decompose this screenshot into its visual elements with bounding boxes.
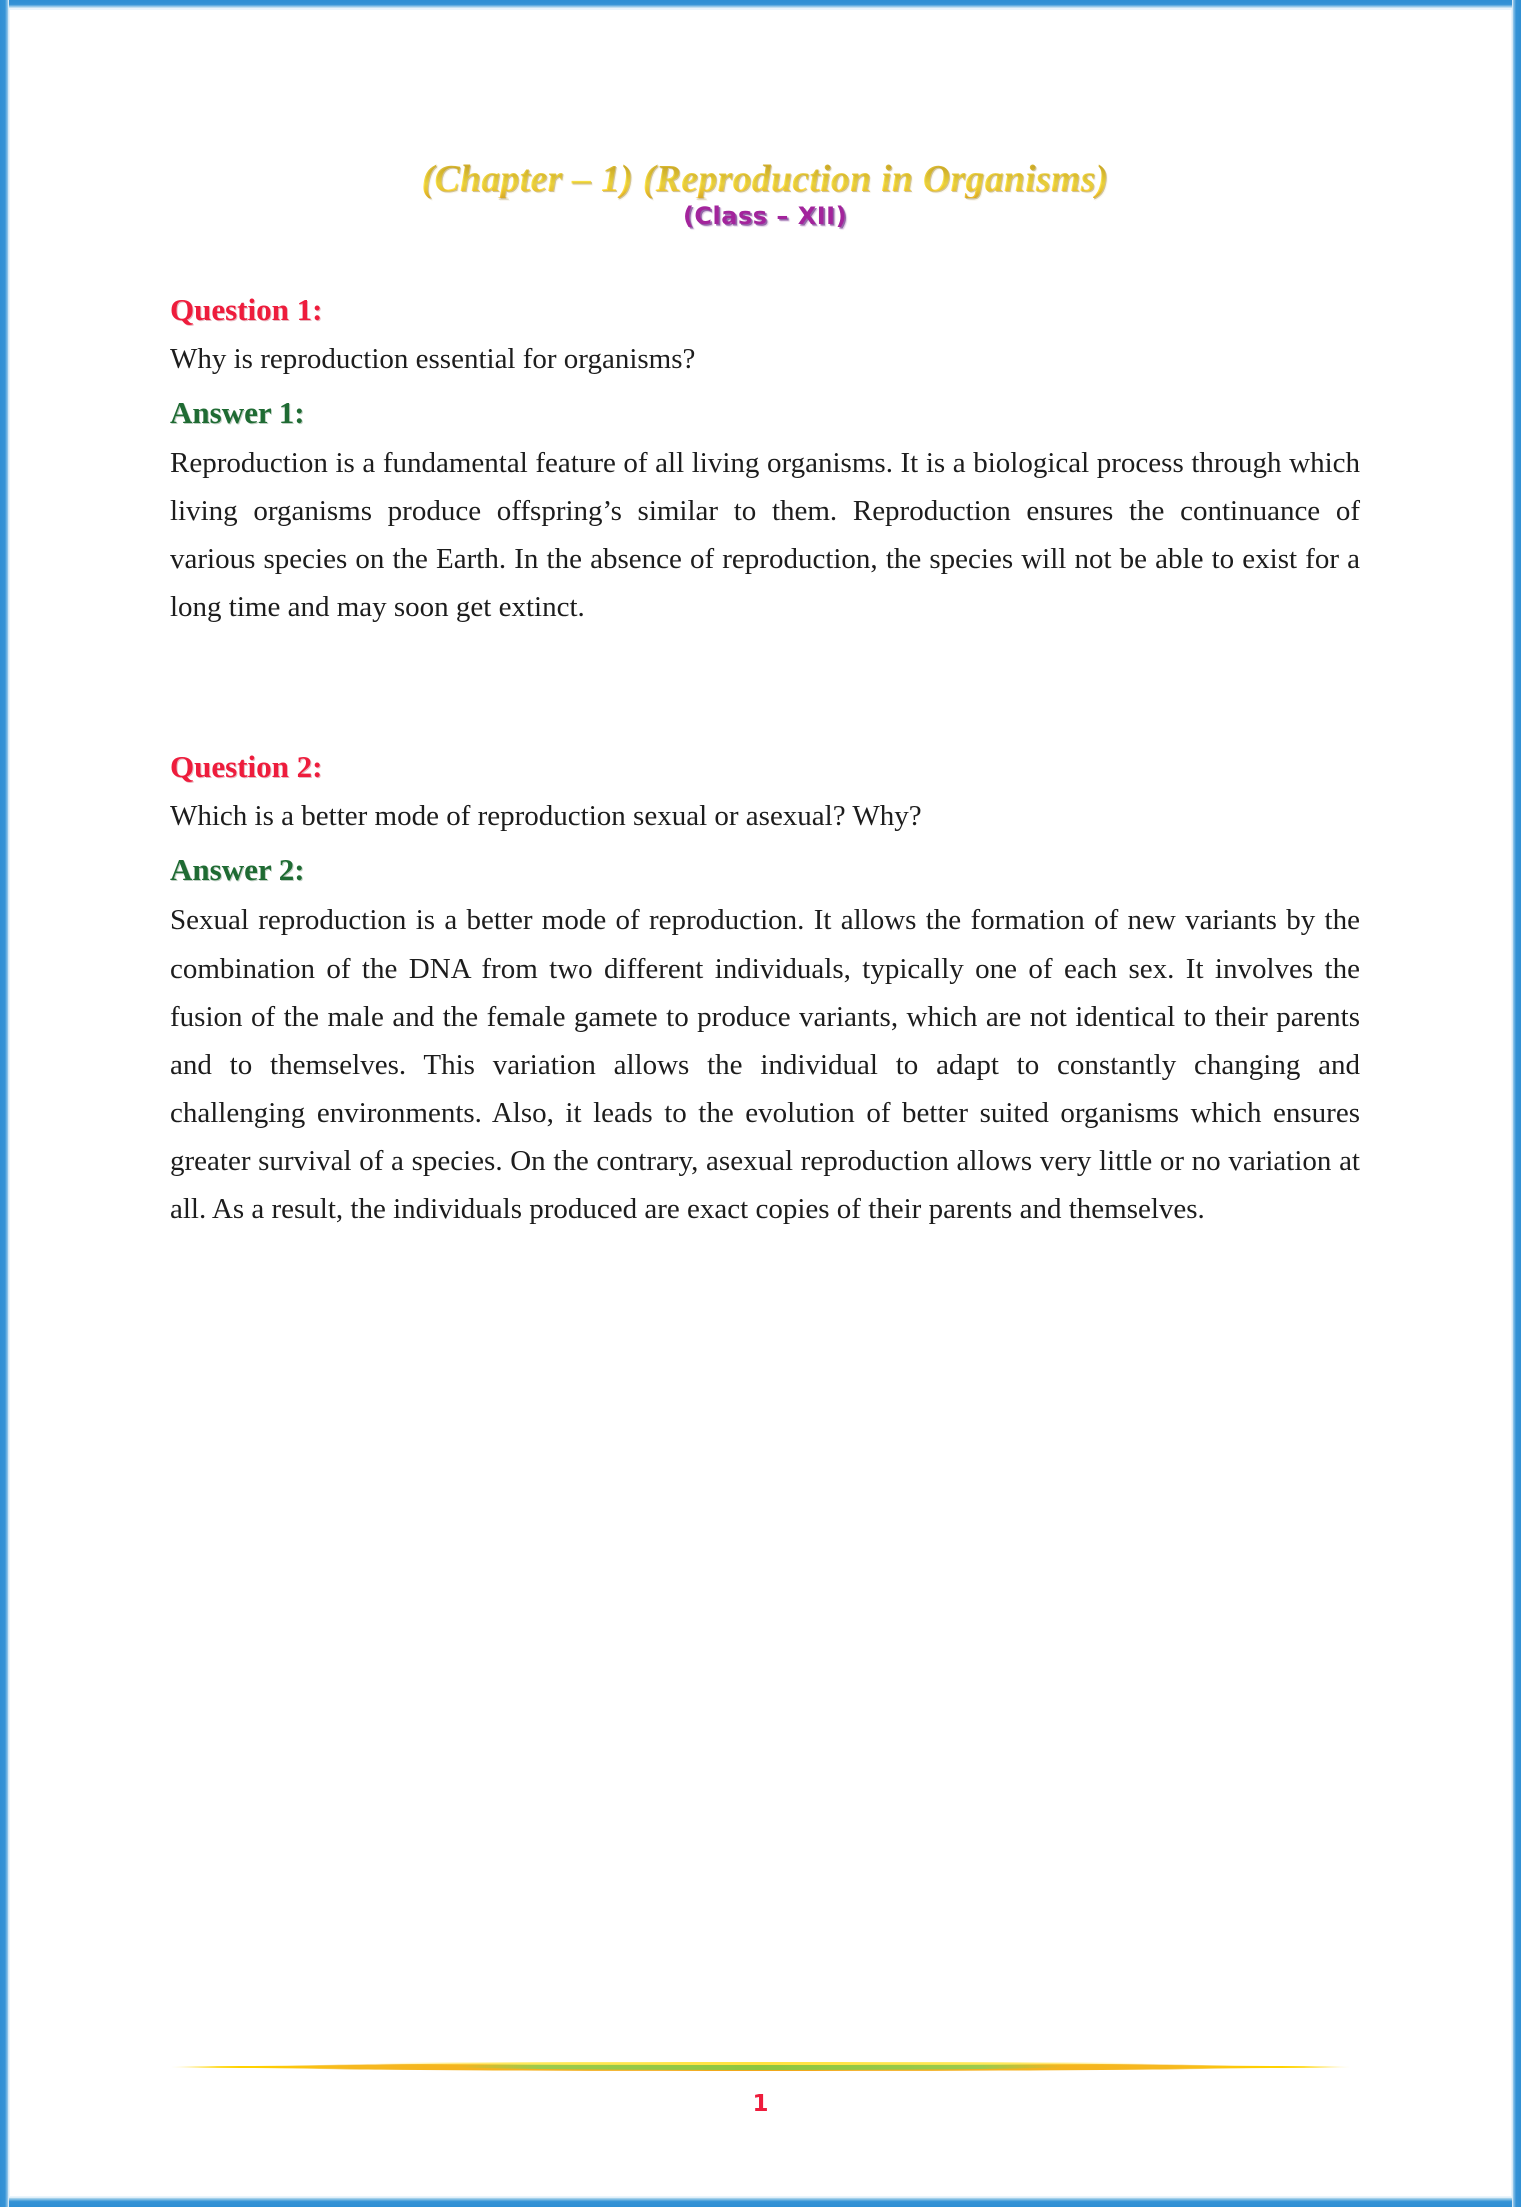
page-border-left <box>0 0 9 2207</box>
page-border-right <box>1512 0 1521 2207</box>
qa-block-1 <box>170 292 1360 631</box>
answer-text-1: Reproduction is a fundamental feature of all living organisms. It is a biological process through which living organisms produce offspring’s similar to them. Reproduction ensures the continuance of various species on the Earth. In the absence of reproduction, the species will not be able to exist for a long time and may soon get extinct. <box>170 446 1360 624</box>
page-number: 1 <box>752 2091 769 2117</box>
answer-heading-2: Answer 2: <box>170 852 305 888</box>
title-block <box>170 0 1360 230</box>
qa-block-2 <box>170 749 1360 1233</box>
page-title: (Chapter – 1) (Reproduction in Organisms) <box>170 160 1360 198</box>
answer-text-2: Sexual reproduction is a better mode of reproduction. It allows the formation of new variants by the combination of the DNA from two different individuals, typically one of each sex. It involves the fusion of the male and the female gamete to produce variants, which are not identical to their parents and to themselves. This variation allows the individual to adapt to constantly changing and challenging environments. Also, it leads to the evolution of better suited organisms which ensures greater survival of a species. On the contrary, asexual reproduction allows very little or no variation at all. As a result, the individuals produced are exact copies of their parents and themselves. <box>170 904 1360 1226</box>
question-heading-1: Question 1: <box>170 292 323 327</box>
question-text-1: Why is reproduction essential for organisms? <box>170 343 696 375</box>
page-subtitle: (Class – XII) <box>682 202 848 230</box>
question-heading-2: Question 2: <box>170 749 323 785</box>
question-text-2: Which is a better mode of reproduction sexual or asexual? Why? <box>170 800 922 833</box>
rule-layer-highlight <box>359 2062 1162 2065</box>
document-content <box>170 0 1360 2207</box>
page-footer <box>0 2029 1521 2149</box>
footer-decorative-rule <box>170 2059 1351 2075</box>
answer-heading-1: Answer 1: <box>170 394 305 430</box>
